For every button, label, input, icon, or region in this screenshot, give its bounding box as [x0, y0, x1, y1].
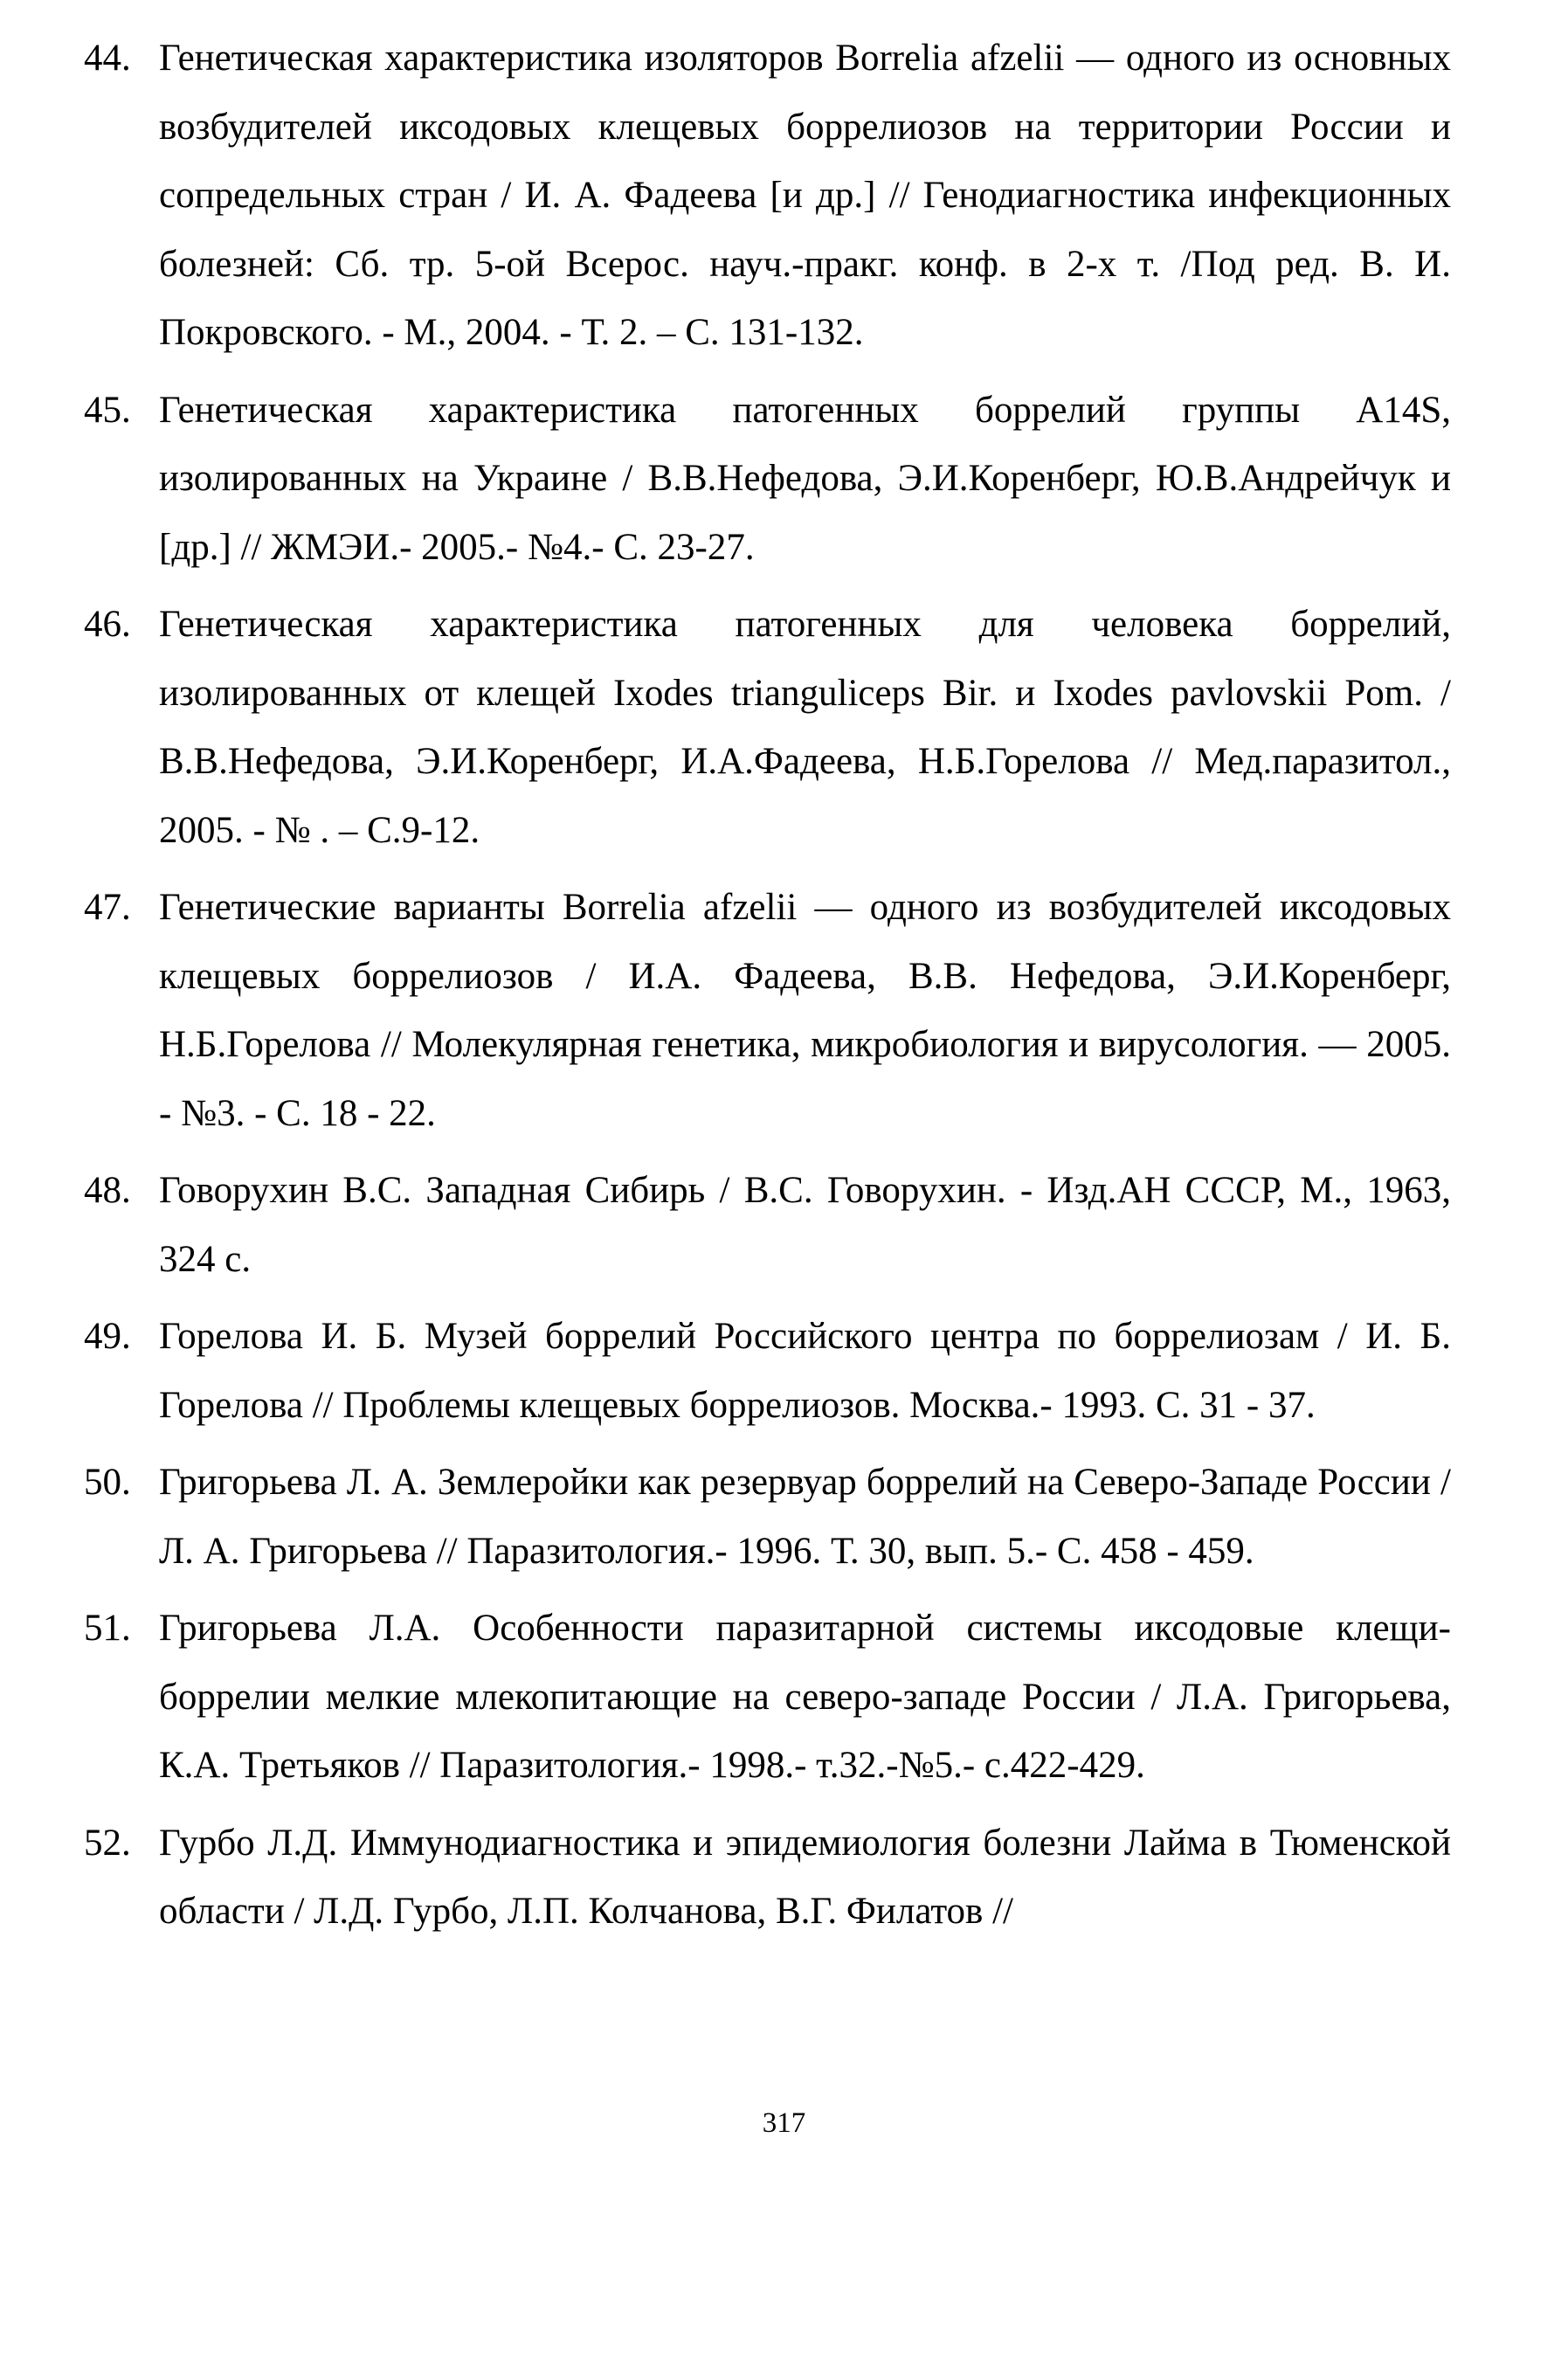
reference-text: Генетическая характеристика патогенных боррелий группы A14S, изолированных на Украине / В.В.Нефедова, Э.И.Коренберг, Ю.В.Андрейчук и [др.] // ЖМЭИ.- 2005.- №4.- С. 23-27. [159, 389, 1451, 568]
reference-number: 45. [84, 389, 131, 431]
reference-number: 44. [84, 38, 131, 79]
reference-item-49 [84, 1303, 1451, 1440]
reference-item-46 [84, 591, 1451, 865]
reference-number: 46. [84, 604, 131, 645]
reference-number: 49. [84, 1316, 131, 1357]
reference-text: Гурбо Л.Д. Иммунодиагностика и эпидемиология болезни Лайма в Тюменской области / Л.Д. Гурбо, Л.П. Колчанова, В.Г. Филатов // [159, 1822, 1451, 1932]
reference-item-44 [84, 24, 1451, 368]
reference-text: Генетические варианты Borrelia afzelii — одного из возбудителей иксодовых клещевых боррелиозов / И.А. Фадеева, В.В. Нефедова, Э.И.Коренберг, Н.Б.Горелова // Молекулярная генетика, микробиология и вирусология. — 2005. - №3. - С. 18 - 22. [159, 887, 1451, 1134]
reference-text: Генетическая характеристика патогенных для человека боррелий, изолированных от клещей Ixodes trianguliceps Bir. и Ixodes pavlovskii Pom. / В.В.Нефедова, Э.И.Коренберг, И.А.Фадеева, Н.Б.Горелова // Мед.паразитол., 2005. - № . – С.9-12. [159, 604, 1451, 851]
reference-item-45 [84, 377, 1451, 583]
reference-number: 48. [84, 1170, 131, 1211]
reference-number: 47. [84, 887, 131, 928]
reference-list [84, 24, 1451, 1955]
reference-number: 51. [84, 1608, 131, 1649]
reference-item-52 [84, 1809, 1451, 1947]
reference-number: 50. [84, 1462, 131, 1503]
reference-text: Горелова И. Б. Музей боррелий Российского центра по боррелиозам / И. Б. Горелова // Проблемы клещевых боррелиозов. Москва.- 1993. С. 31 - 37. [159, 1316, 1451, 1426]
reference-item-51 [84, 1595, 1451, 1801]
reference-text: Григорьева Л.А. Особенности паразитарной системы иксодовые клещи-боррелии мелкие млекопитающие на северо-западе России / Л.А. Григорьева, К.А. Третьяков // Паразитология.- 1998.- т.32.-№5.- с.422-429. [159, 1608, 1451, 1786]
reference-number: 52. [84, 1822, 131, 1864]
reference-text: Генетическая характеристика изоляторов Borrelia afzelii — одного из основных возбудителей иксодовых клещевых боррелиозов на территории России и сопредельных стран / И. А. Фадеева [и др.] // Генодиагностика инфекционных болезней: Сб. тр. 5-ой Всерос. науч.-пракг. конф. в 2-х т. /Под ред. В. И. Покровского. - М., 2004. - Т. 2. – С. 131-132. [159, 38, 1451, 353]
reference-text: Григорьева Л. А. Землеройки как резервуар боррелий на Северо-Западе России / Л. А. Григорьева // Паразитология.- 1996. Т. 30, вып. 5.- С. 458 - 459. [159, 1462, 1451, 1572]
page-number: 317 [762, 2107, 806, 2139]
reference-item-50 [84, 1449, 1451, 1586]
reference-text: Говорухин В.С. Западная Сибирь / В.С. Говорухин. - Изд.АН СССР, М., 1963, 324 с. [159, 1170, 1451, 1280]
reference-item-47 [84, 874, 1451, 1148]
reference-item-48 [84, 1157, 1451, 1294]
